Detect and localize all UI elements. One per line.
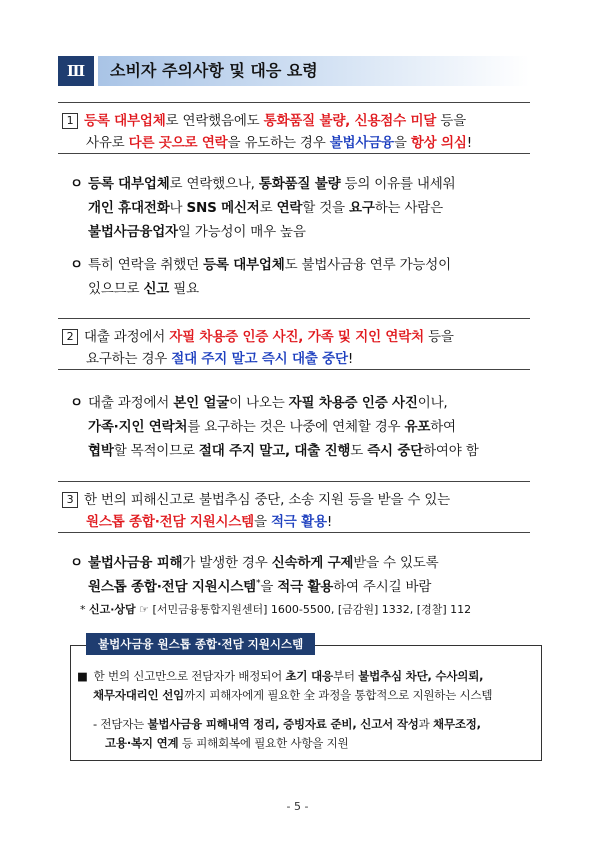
text-run: 로 [259,200,277,216]
onestop-info-box [70,645,542,761]
text-run: 적극 활용 [277,579,334,595]
text-run: 등록 대부업체 [88,176,170,192]
text-run: 채무조정, [433,717,481,731]
text-run: SNS 메신저 [186,200,260,216]
bullet-2-1-line-1 [70,391,448,411]
section-header [58,56,530,86]
text-run: 요구 [349,200,375,216]
text-run: 가 발생한 경우 [182,555,272,571]
item-number-badge: 1 [62,113,78,129]
text-run: 대출 과정에서 [84,329,170,345]
text-run: 자필 차용증 인증 사진 [288,395,418,411]
highlight-box-2 [58,318,530,370]
bullet-1-1-line-3 [88,220,306,240]
text-run: 통화품질 불량, 신용점수 미달 [263,113,437,129]
bullet-1-1-line-1 [70,172,455,192]
text-run: 나 [169,200,187,216]
text-run: 을 [393,135,411,151]
bullet-marker: ㅇ [70,257,83,273]
text-run: 즉시 중단 [367,443,424,459]
highlight-box-2-line-1 [62,325,454,345]
text-run: 까지 피해자에게 필요한 全 과정을 통합적으로 지원하는 시스템 [184,688,493,702]
text-run: 도 [350,443,368,459]
text-run: 을 유도하는 경우 [227,135,330,151]
text-run: - 전담자는 [93,717,148,731]
onestop-line-2 [93,687,492,703]
text-run: 할 것을 [302,200,349,216]
text-run: 한 번의 신고만으로 전담자가 배정되어 [93,669,286,683]
text-run: 유포 [404,419,431,435]
section-title: 소비자 주의사항 및 대응 요령 [110,61,318,80]
text-run: 원스톱 종합·전담 지원시스템 [86,514,255,530]
item-number-badge: 3 [62,492,78,508]
bullet-3-1-line-1 [70,551,439,571]
text-run: * [80,603,89,616]
highlight-box-1 [58,102,530,154]
text-run: 한 번의 피해신고로 불법추심 중단, 소송 지원 등을 받을 수 있는 [84,492,451,508]
bullet-3-1-line-2 [88,575,431,595]
text-run: 고용·복지 연계 [105,736,179,750]
onestop-line-4 [105,735,348,751]
text-run: 일 가능성이 매우 높음 [177,224,306,240]
text-run: 할 목적이므로 [113,443,199,459]
onestop-line-3 [93,716,481,732]
text-run: 사유로 [86,135,129,151]
text-run: 원스톱 종합·전담 지원시스템 [88,579,257,595]
text-run: * [256,578,261,589]
text-run: 등을 [423,329,454,345]
text-run: 특히 연락을 취했던 [88,257,204,273]
highlight-box-1-line-1 [62,109,466,129]
text-run: 부터 [332,669,359,683]
page-number: - 5 - [286,800,309,813]
text-run: 불법사금융 피해 [88,555,183,571]
text-run: 하는 사람은 [374,200,443,216]
text-run: 연락 [276,200,303,216]
text-run: 자필 차용증 인증 사진, 가족 및 지인 연락처 [169,329,424,345]
highlight-box-3-line-2 [86,510,332,530]
bullet-2-1-line-3 [88,439,479,459]
highlight-box-2-line-2 [86,347,353,367]
text-run: 불법사금융 [329,135,394,151]
text-run: 로 연락했음에도 [165,113,264,129]
text-run: 필요 [169,281,199,297]
text-run: ! [326,514,333,530]
text-run: 신속하게 구제 [271,555,354,571]
text-run: 다른 곳으로 연락 [128,135,228,151]
onestop-line-1 [77,668,483,684]
text-run: ! [347,351,354,367]
contact-note [80,601,471,617]
text-run: 등의 이유를 내세워 [340,176,456,192]
text-run: 등록 대부업체 [203,257,285,273]
text-run: 통화품질 불량 [258,176,341,192]
text-run: 신고 [143,281,170,297]
text-run: 하여 [430,419,456,435]
text-run: 하여야 함 [423,443,479,459]
bullet-marker: ㅇ [70,176,83,192]
text-run: 을 [254,514,271,530]
onestop-box-title: 불법사금융 원스톱 종합·전담 지원시스템 [86,633,315,655]
text-run: 이 나오는 [229,395,289,411]
text-run: 받을 수 있도록 [353,555,439,571]
text-run: 불법사금융 피해내역 정리, 증빙자료 준비, 신고서 작성 [147,717,419,731]
highlight-box-1-line-2 [86,131,472,151]
text-run: 불법사금융업자 [88,224,178,240]
item-number-badge: 2 [62,329,78,345]
text-run: 절대 주지 말고 즉시 대출 중단 [171,351,348,367]
bullet-2-1-line-2 [88,415,456,435]
bullet-marker: ㅇ [70,555,83,571]
text-run: 대출 과정에서 [88,395,174,411]
text-run: 이나, [417,395,448,411]
text-run: 등록 대부업체 [84,113,166,129]
text-run: 절대 주지 말고, 대출 진행 [198,443,351,459]
text-run: 불법추심 차단, 수사의뢰, [358,669,484,683]
text-run: 협박 [88,443,114,459]
highlight-box-3 [58,481,530,533]
text-run: 적극 활용 [270,514,327,530]
text-run: 등 피해회복에 필요한 사항을 지원 [178,736,349,750]
text-run: 있으므로 [88,281,144,297]
text-run: 요구하는 경우 [86,351,172,367]
section-number: Ⅲ [58,56,94,86]
text-run: 초기 대응 [285,669,333,683]
text-run: 가족·지인 연락처 [88,419,188,435]
text-run: ☞ [서민금융통합지원센터] 1600-5500, [금감원] 1332, [경찰] 112 [135,603,472,616]
text-run: 하여 주시길 바람 [333,579,432,595]
text-run: 신고·상담 [89,603,136,616]
text-run: 본인 얼굴 [173,395,230,411]
text-run: 을 [260,579,278,595]
bullet-1-2-line-2 [88,277,199,297]
text-run: 과 [418,717,434,731]
square-bullet-icon: ■ [77,669,88,683]
text-run: 로 연락했으나, [169,176,259,192]
text-run: 항상 의심 [410,135,467,151]
text-run: 를 요구하는 것은 나중에 연체할 경우 [187,419,405,435]
text-run: ! [466,135,472,151]
text-run: 등을 [436,113,466,129]
text-run: 개인 휴대전화 [88,200,170,216]
text-run: 채무자대리인 선임 [93,688,185,702]
highlight-box-3-line-1 [62,488,450,508]
bullet-marker: ㅇ [70,395,83,411]
bullet-1-1-line-2 [88,196,443,216]
bullet-1-2-line-1 [70,253,451,273]
text-run: 도 불법사금융 연루 가능성이 [284,257,451,273]
